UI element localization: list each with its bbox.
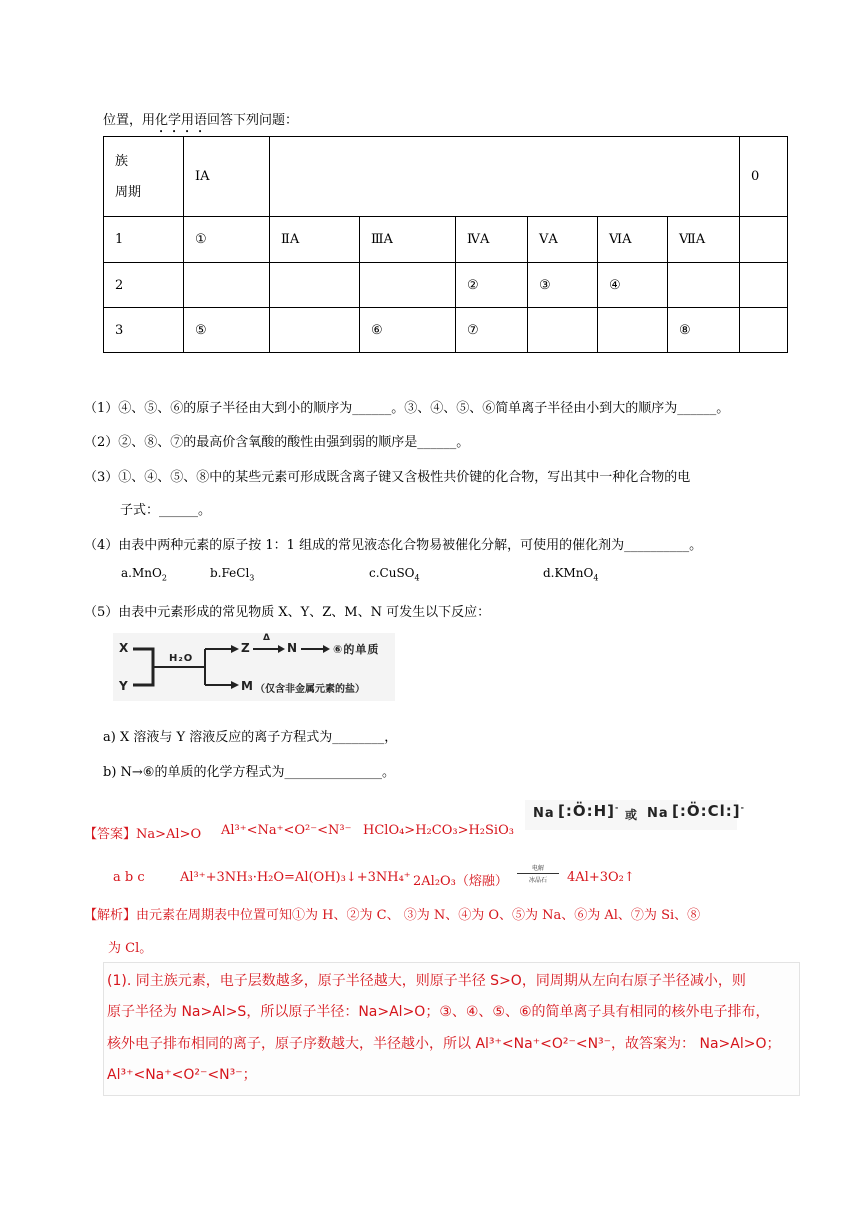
answer-1: Na>Al>O bbox=[136, 827, 202, 842]
table-row bbox=[104, 217, 788, 263]
periodic-table bbox=[103, 136, 788, 353]
intro-line bbox=[103, 109, 298, 136]
answer-5: Al³⁺+3NH₃·H₂O=Al(OH)₃↓+3NH₄⁺ bbox=[180, 870, 411, 885]
question-2: （2）②、⑧、⑦的最高价含氧酸的酸性由强到弱的顺序是______。 bbox=[84, 435, 470, 450]
header-zero-cell: 0 bbox=[740, 137, 788, 217]
intro-before: 位置，用 bbox=[103, 113, 156, 128]
option-a-sub: 2 bbox=[161, 573, 167, 583]
table-cell bbox=[740, 217, 788, 263]
table-cell bbox=[740, 263, 788, 308]
scheme-h2o: H₂O bbox=[169, 653, 194, 664]
analysis-box-line-1: (1). 同主族元素，电子层数越多，原子半径越大，则原子半径 S>O，同周期从左向右原子半径减小，则 bbox=[107, 973, 746, 989]
analysis-line-2: 为 Cl。 bbox=[108, 941, 153, 956]
elec-or: 或 bbox=[625, 808, 639, 822]
table-cell: ⅣA bbox=[456, 217, 528, 263]
answer-4: a b c bbox=[113, 870, 145, 885]
option-b-text: b.FeCl bbox=[210, 566, 250, 580]
elec-na-2: Na bbox=[647, 806, 669, 821]
table-cell: ⑦ bbox=[456, 308, 528, 353]
table-cell bbox=[360, 263, 456, 308]
analysis-label: 【解析】 bbox=[84, 908, 137, 923]
table-cell bbox=[270, 263, 360, 308]
table-cell: ④ bbox=[598, 263, 668, 308]
elec-na-1: Na bbox=[533, 806, 555, 821]
option-c bbox=[369, 566, 420, 582]
option-a bbox=[121, 566, 167, 582]
question-5b: b) N→⑥的单质的化学方程式为_______________。 bbox=[103, 765, 395, 780]
table-cell: ③ bbox=[528, 263, 598, 308]
answer-6-pre: 2Al₂O₃（熔融） bbox=[413, 874, 508, 889]
scheme-y: Y bbox=[119, 679, 129, 693]
table-cell: 3 bbox=[104, 308, 184, 353]
option-a-text: a.MnO bbox=[121, 566, 162, 580]
question-4: （4）由表中两种元素的原子按 1：1 组成的常见液态化合物易被催化分解，可使用的催化剂为__________。 bbox=[84, 538, 703, 553]
option-c-text: c.CuSO bbox=[369, 566, 415, 580]
question-3-line1: （3）①、④、⑤、⑧中的某些元素可形成既含离子键又含极性共价键的化合物，写出其中一种化合物的电 bbox=[84, 470, 691, 485]
elec-bracket-ocl: [:Ö:Cl:]- bbox=[672, 802, 745, 820]
scheme-m: M bbox=[241, 679, 254, 693]
table-cell: 1 bbox=[104, 217, 184, 263]
condition-bottom: 冰晶石 bbox=[528, 877, 547, 884]
option-b bbox=[210, 566, 254, 582]
electron-dot-formula bbox=[525, 800, 745, 830]
table-cell: ⑧ bbox=[668, 308, 740, 353]
table-header-row bbox=[104, 137, 788, 217]
question-1: （1）④、⑤、⑥的原子半径由大到小的顺序为______。③、④、⑤、⑥简单离子半径由小到大的顺序为______。 bbox=[84, 401, 730, 416]
analysis-line-1 bbox=[84, 904, 700, 923]
table-cell bbox=[528, 308, 598, 353]
scheme-product-n: ⑥的单质 bbox=[333, 643, 380, 656]
answer-6-post: 4Al+3O₂↑ bbox=[567, 870, 635, 885]
analysis-text-1: 由元素在周期表中位置可知①为 H、②为 C、 ③为 N、④为 O、⑤为 Na、⑥为 Al、⑦为 Si、⑧ bbox=[136, 908, 701, 923]
table-cell: ⅢA bbox=[360, 217, 456, 263]
option-c-sub: 4 bbox=[414, 573, 420, 583]
table-cell: ⅡA bbox=[270, 217, 360, 263]
table-cell: ⅤA bbox=[528, 217, 598, 263]
header-ia-cell: IA bbox=[184, 137, 270, 217]
table-cell bbox=[598, 308, 668, 353]
option-b-sub: 3 bbox=[249, 573, 255, 583]
analysis-box-line-3: 核外电子排布相同的离子，原子序数越大，半径越小，所以 Al³⁺<Na⁺<O²⁻<N³⁻，故答案为： Na>Al>O； bbox=[107, 1036, 781, 1052]
header-corner-cell bbox=[104, 137, 184, 217]
intro-emph: 化学用语 bbox=[155, 113, 208, 128]
table-cell: ⑤ bbox=[184, 308, 270, 353]
option-d-text: d.KMnO bbox=[543, 566, 594, 580]
analysis-box-line-2: 原子半径为 Na>Al>S，所以原子半径：Na>Al>O；③、④、⑤、⑥的简单离子具有相同的核外电子排布， bbox=[107, 1004, 770, 1020]
reaction-scheme bbox=[113, 633, 395, 701]
table-cell: ① bbox=[184, 217, 270, 263]
table-row bbox=[104, 308, 788, 353]
analysis-box-line-4: Al³⁺<Na⁺<O²⁻<N³⁻； bbox=[107, 1067, 257, 1083]
question-5a: a) X 溶液与 Y 溶液反应的离子方程式为________， bbox=[103, 730, 398, 745]
table-cell: ⑥ bbox=[360, 308, 456, 353]
table-cell bbox=[668, 263, 740, 308]
option-d bbox=[543, 566, 598, 582]
table-cell bbox=[184, 263, 270, 308]
table-cell: ⅦA bbox=[668, 217, 740, 263]
option-d-sub: 4 bbox=[593, 573, 599, 583]
scheme-x: X bbox=[119, 641, 130, 655]
header-empty-span bbox=[270, 137, 740, 217]
scheme-z: Z bbox=[241, 641, 251, 655]
analysis-detail-box bbox=[103, 962, 800, 1096]
intro-after: 回答下列问题： bbox=[207, 113, 299, 128]
condition-top: 电解 bbox=[531, 865, 544, 872]
period-label: 周期 bbox=[115, 184, 142, 200]
table-cell bbox=[270, 308, 360, 353]
answer-6-condition bbox=[517, 863, 559, 884]
table-cell bbox=[740, 308, 788, 353]
answer-label: 【答案】 bbox=[84, 827, 137, 842]
answer-2: Al³⁺<Na⁺<O²⁻<N³⁻ bbox=[221, 823, 352, 838]
answer-line-1 bbox=[84, 823, 201, 842]
table-cell: ⅥA bbox=[598, 217, 668, 263]
scheme-n: N bbox=[287, 641, 299, 655]
table-row bbox=[104, 263, 788, 308]
table-cell: ② bbox=[456, 263, 528, 308]
table-cell: 2 bbox=[104, 263, 184, 308]
question-5: （5）由表中元素形成的常见物质 X、Y、Z、M、N 可发生以下反应： bbox=[84, 605, 491, 620]
group-label: 族 bbox=[115, 153, 129, 169]
scheme-product-m: （仅含非金属元素的盐） bbox=[255, 684, 365, 695]
elec-bracket-oh: [:Ö:H]- bbox=[558, 802, 620, 820]
answer-3: HClO₄>H₂CO₃>H₂SiO₃ bbox=[363, 823, 514, 838]
scheme-delta: Δ bbox=[263, 633, 271, 643]
condition-bar bbox=[517, 873, 559, 874]
question-3-line2: 子式：______。 bbox=[120, 503, 212, 518]
